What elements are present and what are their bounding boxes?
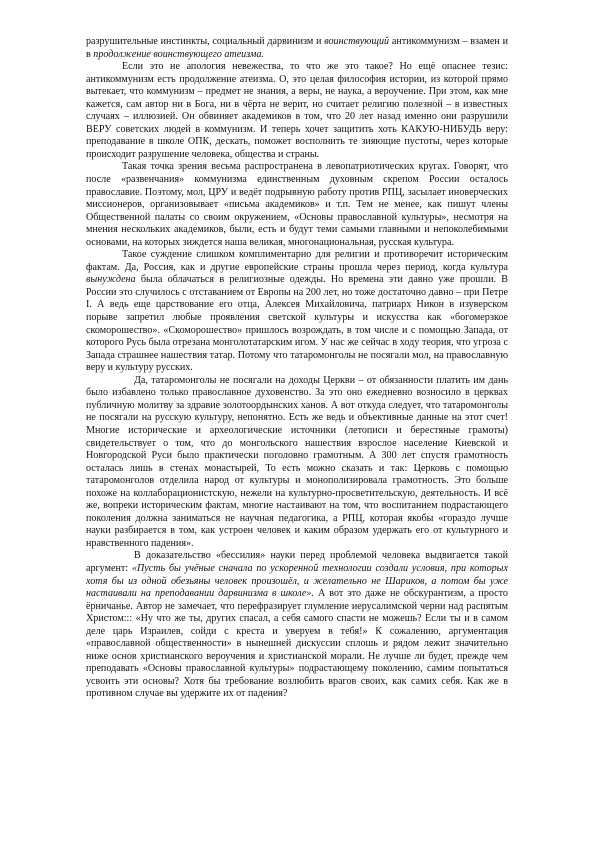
paragraph-1 [86, 36, 508, 61]
paragraph-2 [86, 61, 508, 161]
text-run: была облачаться в религиозные одежды. Но времена эти давно уже прошли. В России это случилось с отставанием от Европы на 200 лет, но тоже достаточно давно – при Петре I. А ведь еще царствование его отца, Алексея Михайловича, патриарх Никон в изуверском порыве запретил любые проявления светской культуры и искусства как «богомерзкое скоморошество». «Скоморошество» пришлось возрождать, в том числе и с помощью Запада, от которого Русь была отрезана монголотатарским игом. У нас же сейчас в ходу теория, что угроза с Запада страшнее нашествия татар. Потому что татаромонголы не посягали мол, на православную веру и культуру русских. [86, 274, 508, 374]
text-run: А вот это даже не обскурантизм, а просто ёрничанье. Автор не замечает, что перефразирует глумление иерусалимской черни над распятым Христом::: «Ну что же ты, других спасал, а себя самого спасти не можешь? Если ты и в самом деле царь Израилев, сойди с креста и уверуем в тебя!» К сожалению, аргументация «православной общественности» в нынешней дискуссии сплошь и рядом лежит значительно ниже основ христианского вероучения и христианской морали. Не лучше ли будет, прежде чем преподавать «Основы православной культуры» подрастающему поколению, самим попытаться усвоить эти основы? Хотя бы требование возлюбить врагов своих, как самих себя. Как же в противном случае вы удержите их от падения? [86, 588, 508, 700]
paragraph-4 [86, 249, 508, 374]
text-run: Такое суждение слишком комплиментарно для религии и противоречит историческим фактам. Да, Россия, как и другие европейские страны прошла через период, когда культура [86, 249, 508, 273]
text-run: Да, татаромонголы не посягали на доходы Церкви – от обязанности платить им дань было избавлено только православное духовенство. За это оно ежедневно возносило в церквах публичную молитву за здравие золотоордынских ханов. А вот откуда следует, что татаромонголы не посягали на русскую культуру, непонятно. Есть же ведь и объективные данные на этот счет! Многие исторические и археологические источники (летописи и берестяные грамоты) свидетельствует о том, что до монгольского нашествия взрослое население Киевской и Новгородской Руси было практически поголовно грамотным. А 300 лет спустя грамотность осталась лишь в стенах монастырей, То есть можно сказать и так: Церковь с помощью татаромонголов отделила народ от культуры и монополизировала грамотность. Это больше похоже на коллаборационистскую, нежели на культурно-просветительскую, деятельность. И всё же, вопреки историческим фактам, многие настаивают на том, что воспитанием подрастающего поколения должна заниматься не научная педагогика, а РПЦ, которая якобы «гораздо лучше науки разбирается в том, как устроен человек и каким образом удержать его от культурного и нравственного падения». [86, 374, 508, 549]
text-run: Такая точка зрения весьма распространена в левопатриотических кругах. Говорят, что после «развенчания» коммунизма единственным духовным скрепом России осталось православие. Поэтому, мол, ЦРУ и ведёт подрывную работу против РПЦ, засылает иноверческих миссионеров, организовывает «письма академиков» и т.п. Тем не менее, как пишут члены Общественной палаты со своим окружением, «Основы православной культуры», несмотря на мнения нескольких академиков, были, есть и будут теми самыми главными и непоколебимыми основами, на которых зиждется наша великая, многонациональная, русская культура. [86, 161, 508, 248]
paragraph-6 [86, 550, 508, 701]
text-run: Если это не апология невежества, то что же это такое? Но ещё опаснее тезис: антикоммунизм есть продолжение атеизма. О, это целая философия истории, из которой прямо вытекает, что коммунизм – предмет не знания, а веры, не наука, а вероучение. При этом, как мне кажется, сам автор ни в Бога, ни в чёрта не верит, но считает религию полезной – в известных случаях – иллюзией. Он обвиняет академиков в том, что 20 лет назад именно они разрушили ВЕРУ советских людей в коммунизм. И теперь хочет защитить хоть КАКУЮ-НИБУДЬ веру: преподавание в школе ОПК, дескать, поможет восполнить те зияющие пустоты, через которые происходит разрушение человека, общества и страны. [86, 61, 508, 160]
text-run: разрушительные инстинкты, социальный дарвинизм и [86, 36, 325, 47]
italic-run: воинствующий [324, 36, 390, 47]
italic-run: «Пусть бы учёные сначала по ускоренной технологии создали условия, при которых хотя бы из одной обезьяны человек произошёл, и желательно не Шариков, а потом бы уже настаивали на преподавании дарвинизма в школе». [86, 562, 508, 600]
document-page [86, 36, 508, 701]
paragraph-3 [86, 161, 508, 249]
italic-run: вынуждена [86, 274, 136, 286]
text-run: антикоммунизм – взамен и в [86, 36, 509, 60]
italic-run: продолжение воинствующего атеизма. [93, 48, 264, 60]
text-run: В доказательство «бессилия» науки перед проблемой человека выдвигается такой аргумент: [86, 550, 508, 574]
paragraph-5 [86, 375, 508, 551]
